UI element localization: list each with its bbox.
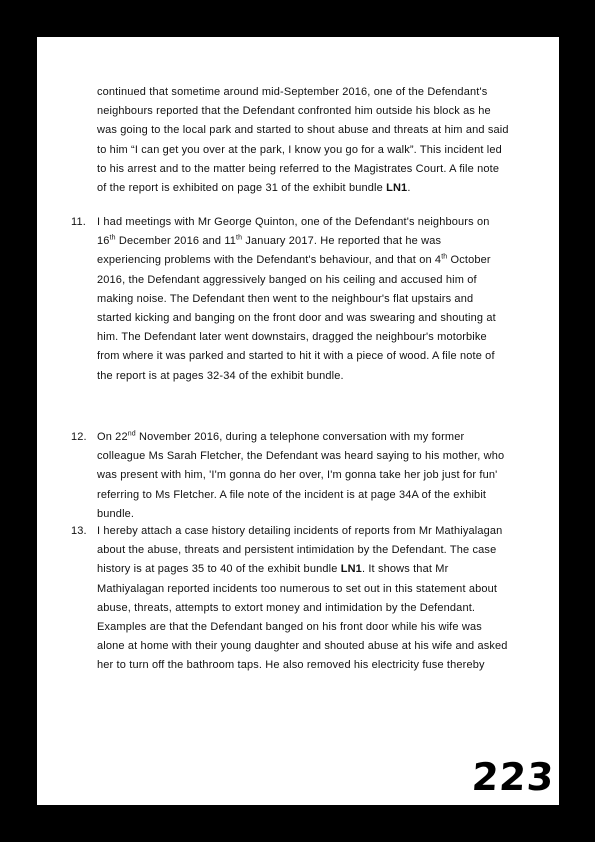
handwritten-page-number: 223 [470,755,556,799]
document-page [37,37,559,805]
paragraph-line: Examples are that the Defendant banged on his front door while his wife was [97,621,482,634]
paragraph-line: I had meetings with Mr George Quinton, one of the Defendant's neighbours on [97,216,490,228]
paragraph-12 [71,428,517,524]
paragraph-line: Mathiyalagan reported incidents too numerous to set out in this statement about [97,582,498,595]
paragraph-13 [71,522,517,676]
paragraph-number: 13. [71,525,87,537]
paragraph-line: her to turn off the bathroom taps. He also removed his electricity fuse thereby [97,659,485,672]
paragraph-line: On 22nd November 2016, during a telephone conversation with my former [97,430,465,443]
paragraph-line: was present with him, 'I'm gonna do her over, I'm gonna take her job just for fun' [97,469,498,482]
paragraph-line: to him “I can get you over at the park, I know you go for a walk”. This incident led [97,143,502,156]
paragraph-continued [97,83,517,198]
paragraph-line: neighbours reported that the Defendant confronted him outside his block as he [97,105,491,118]
paragraph-line: referring to Ms Fletcher. A file note of the incident is at page 34A of the exhibit [97,488,487,501]
paragraph-line: him. The Defendant later went downstairs, dragged the neighbour's motorbike [97,331,487,344]
paragraph-line: abuse, threats, attempts to extort money and intimidation by the Defendant. [97,601,476,614]
paragraph-line: 2016, the Defendant aggressively banged on his ceiling and accused him of [97,273,477,286]
paragraph-line: started kicking and banging on the front door and was swearing and shouting at [97,312,496,325]
paragraph-line: bundle. [97,507,135,520]
paragraph-line: was going to the local park and started to shout abuse and threats at him and said [97,124,509,137]
paragraph-line: experiencing problems with the Defendant's behaviour, and that on 4th October [97,253,491,267]
paragraph-line: I hereby attach a case history detailing incidents of reports from Mr Mathiyalagan [97,525,503,537]
paragraph-line: colleague Ms Sarah Fletcher, the Defendant was heard saying to his mother, who [97,450,505,463]
paragraph-number: 12. [71,431,87,443]
paragraph-line: the report is at pages 32-34 of the exhibit bundle. [97,369,344,382]
paragraph-line: about the abuse, threats and persistent intimidation by the Defendant. The case [97,544,497,557]
paragraph-line: continued that sometime around mid-September 2016, one of the Defendant's [97,86,488,98]
paragraph-11 [71,213,517,386]
paragraph-line: from where it was parked and started to hit it with a piece of wood. A file note of [97,350,495,363]
paragraph-line: history is at pages 35 to 40 of the exhibit bundle LN1. It shows that Mr [97,563,449,576]
paragraph-line: 16th December 2016 and 11th January 2017. He reported that he was [97,234,442,248]
paragraph-number: 11. [71,216,86,228]
paragraph-line: alone at home with their young daughter and shouted abuse at his wife and asked [97,640,508,653]
paragraph-line: to his arrest and to the matter being referred to the Magistrates Court. A file note [97,162,500,175]
paragraph-line: making noise. The Defendant then went to the neighbour's flat upstairs and [97,292,474,305]
paragraph-line: of the report is exhibited on page 31 of the exhibit bundle LN1. [97,182,411,195]
